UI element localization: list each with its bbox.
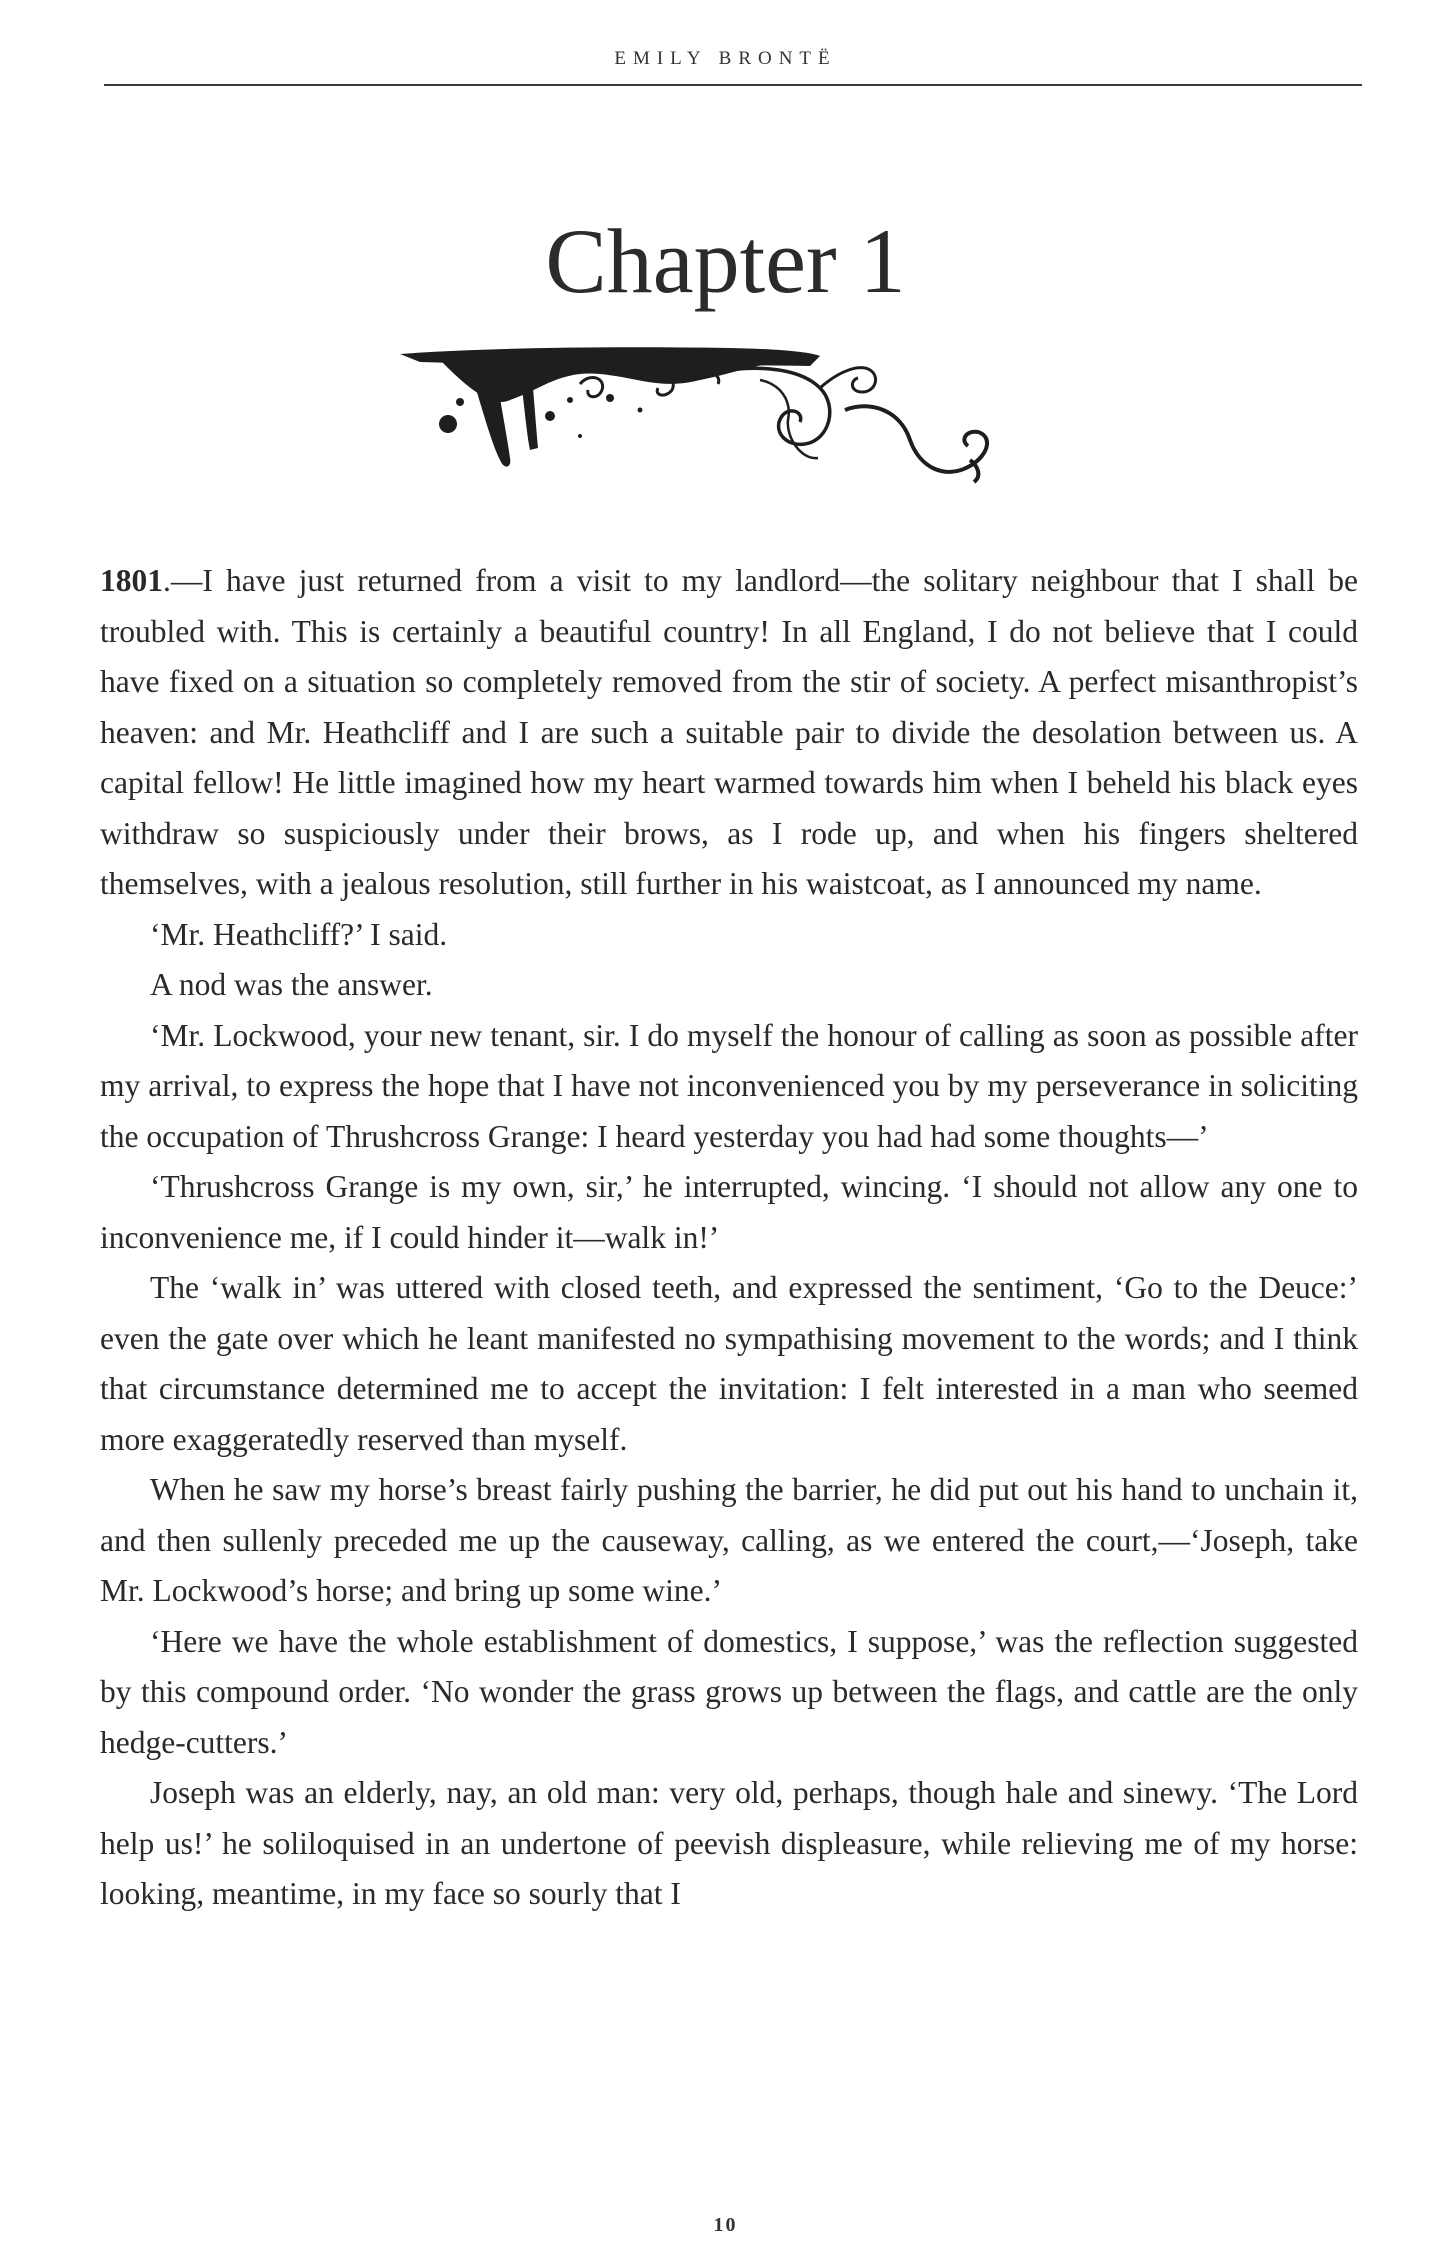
year-lead: 1801 bbox=[100, 563, 163, 598]
header-rule bbox=[104, 84, 1362, 86]
paragraph: ‘Mr. Heathcliff?’ I said. bbox=[150, 916, 448, 952]
body-text bbox=[100, 556, 1358, 1920]
paragraph: Joseph was an elderly, nay, an old man: very old, perhaps, though hale and sinewy. ‘The Lord help us!’ he soliloquised in an undertone of peevish displeasure, while relieving me of my horse: looking, meantime, in my face so sourly that I bbox=[100, 1775, 1358, 1911]
paragraph: When he saw my horse’s breast fairly pushing the barrier, he did put out his hand to unchain it, and then sullenly preceded me up the causeway, calling, as we entered the court,—‘Joseph, take Mr. Lockwood’s horse; and bring up some wine.’ bbox=[100, 1472, 1358, 1608]
page-number: 10 bbox=[713, 2214, 738, 2236]
paragraph: ‘Mr. Lockwood, your new tenant, sir. I do myself the honour of calling as soon as possible after my arrival, to express the hope that I have not inconvenienced you by my perseverance in soliciting the occupation of Thrushcross Grange: I heard yesterday you had had some thoughts—’ bbox=[100, 1017, 1358, 1154]
chapter-title: Chapter 1 bbox=[545, 210, 906, 312]
paragraph: The ‘walk in’ was uttered with closed teeth, and expressed the sentiment, ‘Go to the Deuce:’ even the gate over which he leant manifested no sympathising movement to the words; and I think that circumstance determined me to accept the invitation: I felt interested in a man who seemed more exaggeratedly reserved than myself. bbox=[100, 1270, 1358, 1457]
opening-paragraph bbox=[100, 556, 1358, 910]
running-head: EMILY BRONTË bbox=[614, 48, 837, 69]
ink-flourish-ornament-icon bbox=[400, 340, 1100, 500]
opening-text: .—I have just returned from a visit to my landlord—the solitary neighbour that I shall be troubled with. This is certainly a beautiful country! In all England, I do not believe that I could have fixed on a situation so completely removed from the stir of society. A perfect misanthropist’s heaven: and Mr. Heathcliff and I are such a suitable pair to divide the desolation between us. A capital fellow! He little imagined how my heart warmed towards him when I beheld his black eyes withdraw so suspiciously under their brows, as I rode up, and when his fingers sheltered themselves, with a jealous resolution, still further in his waistcoat, as I announced my name. bbox=[100, 563, 1358, 901]
paragraph: ‘Here we have the whole establishment of domestics, I suppose,’ was the reflection suggested by this compound order. ‘No wonder the grass grows up between the flags, and cattle are the only hedge-cutters.’ bbox=[100, 1623, 1358, 1760]
paragraph: A nod was the answer. bbox=[150, 967, 433, 1002]
paragraph: ‘Thrushcross Grange is my own, sir,’ he interrupted, wincing. ‘I should not allow any one to inconvenience me, if I could hinder it—walk in!’ bbox=[100, 1169, 1358, 1255]
